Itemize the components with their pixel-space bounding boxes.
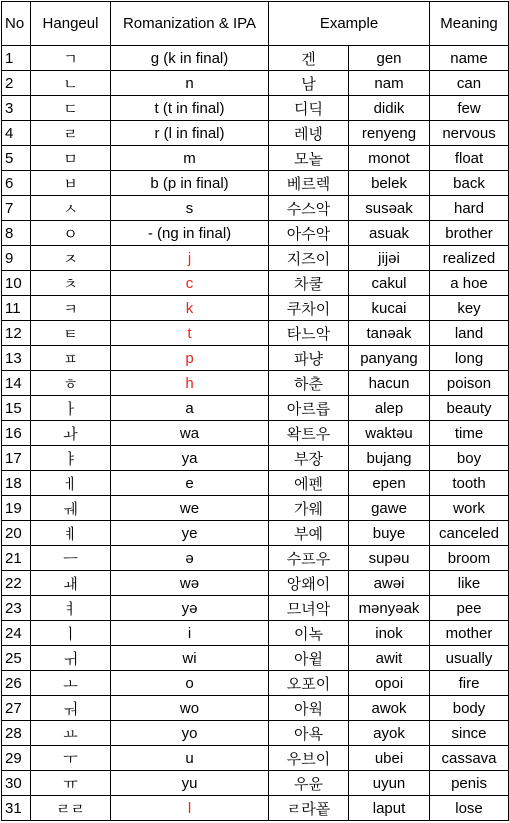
example-romanized-cell: kucai [349, 296, 430, 321]
hangeul-cell: ㅝ [31, 696, 111, 721]
hangeul-cell: ㅅ [31, 196, 111, 221]
example-korean-cell: 앙왜이 [269, 571, 349, 596]
hangeul-cell: ㅈ [31, 246, 111, 271]
hangeul-cell: ㄷ [31, 96, 111, 121]
romanization-cell: s [111, 196, 269, 221]
header-no: No [2, 2, 31, 46]
romanization-cell: g (k in final) [111, 46, 269, 71]
example-korean-cell: 수프우 [269, 546, 349, 571]
hangeul-cell: ㅙ [31, 571, 111, 596]
table-row [2, 771, 509, 796]
example-korean-cell: 겐 [269, 46, 349, 71]
hangeul-cell: ㅡ [31, 546, 111, 571]
example-korean-cell: 지즈이 [269, 246, 349, 271]
example-romanized-cell: mənyəak [349, 596, 430, 621]
table-row [2, 521, 509, 546]
meaning-cell: land [430, 321, 509, 346]
example-romanized-cell: laput [349, 796, 430, 821]
example-romanized-cell: cakul [349, 271, 430, 296]
hangeul-cell: ㅖ [31, 521, 111, 546]
example-romanized-cell: buye [349, 521, 430, 546]
row-number: 21 [2, 546, 31, 571]
hangeul-cell: ㅂ [31, 171, 111, 196]
table-row [2, 671, 509, 696]
row-number: 25 [2, 646, 31, 671]
meaning-cell: name [430, 46, 509, 71]
row-number: 1 [2, 46, 31, 71]
example-korean-cell: 부장 [269, 446, 349, 471]
example-romanized-cell: susəak [349, 196, 430, 221]
row-number: 12 [2, 321, 31, 346]
meaning-cell: long [430, 346, 509, 371]
example-romanized-cell: hacun [349, 371, 430, 396]
hangeul-cell: ㅟ [31, 646, 111, 671]
hangeul-cell: ㅞ [31, 496, 111, 521]
romanization-cell: o [111, 671, 269, 696]
table-row [2, 746, 509, 771]
row-number: 8 [2, 221, 31, 246]
table-row [2, 471, 509, 496]
example-romanized-cell: monot [349, 146, 430, 171]
row-number: 28 [2, 721, 31, 746]
table-row [2, 546, 509, 571]
table-row [2, 296, 509, 321]
romanization-cell: l [111, 796, 269, 821]
meaning-cell: realized [430, 246, 509, 271]
row-number: 23 [2, 596, 31, 621]
hangeul-cell: ㄹ [31, 121, 111, 146]
row-number: 30 [2, 771, 31, 796]
meaning-cell: cassava [430, 746, 509, 771]
meaning-cell: boy [430, 446, 509, 471]
hangeul-cell: ㅊ [31, 271, 111, 296]
example-romanized-cell: panyang [349, 346, 430, 371]
row-number: 15 [2, 396, 31, 421]
header-hangeul: Hangeul [31, 2, 111, 46]
row-number: 18 [2, 471, 31, 496]
example-korean-cell: 우브이 [269, 746, 349, 771]
row-number: 9 [2, 246, 31, 271]
example-romanized-cell: ubei [349, 746, 430, 771]
hangeul-cell: ㅑ [31, 446, 111, 471]
example-korean-cell: 아수악 [269, 221, 349, 246]
example-korean-cell: 베르렉 [269, 171, 349, 196]
table-row [2, 646, 509, 671]
meaning-cell: since [430, 721, 509, 746]
romanization-cell: b (p in final) [111, 171, 269, 196]
row-number: 29 [2, 746, 31, 771]
row-number: 17 [2, 446, 31, 471]
example-romanized-cell: gawe [349, 496, 430, 521]
hangeul-cell: ㅕ [31, 596, 111, 621]
row-number: 13 [2, 346, 31, 371]
hangeul-table [1, 1, 509, 821]
example-korean-cell: 아욕 [269, 721, 349, 746]
example-romanized-cell: gen [349, 46, 430, 71]
row-number: 10 [2, 271, 31, 296]
hangeul-cell: ㄴ [31, 71, 111, 96]
meaning-cell: brother [430, 221, 509, 246]
example-korean-cell: 타느악 [269, 321, 349, 346]
example-romanized-cell: epen [349, 471, 430, 496]
romanization-cell: r (l in final) [111, 121, 269, 146]
meaning-cell: lose [430, 796, 509, 821]
hangeul-cell: ㅍ [31, 346, 111, 371]
header-row [2, 2, 509, 46]
row-number: 20 [2, 521, 31, 546]
table-row [2, 146, 509, 171]
table-row [2, 96, 509, 121]
row-number: 2 [2, 71, 31, 96]
romanization-cell: - (ng in final) [111, 221, 269, 246]
example-romanized-cell: renyeng [349, 121, 430, 146]
meaning-cell: like [430, 571, 509, 596]
table-row [2, 696, 509, 721]
romanization-cell: yu [111, 771, 269, 796]
example-romanized-cell: asuak [349, 221, 430, 246]
table-row [2, 46, 509, 71]
romanization-cell: u [111, 746, 269, 771]
example-romanized-cell: jijəi [349, 246, 430, 271]
meaning-cell: key [430, 296, 509, 321]
row-number: 31 [2, 796, 31, 821]
hangeul-cell: ㅠ [31, 771, 111, 796]
row-number: 27 [2, 696, 31, 721]
hangeul-cell: ㅘ [31, 421, 111, 446]
romanization-cell: wi [111, 646, 269, 671]
hangeul-cell: ㅁ [31, 146, 111, 171]
row-number: 22 [2, 571, 31, 596]
row-number: 11 [2, 296, 31, 321]
row-number: 6 [2, 171, 31, 196]
example-korean-cell: 우윤 [269, 771, 349, 796]
example-korean-cell: 파냥 [269, 346, 349, 371]
example-korean-cell: 아윝 [269, 646, 349, 671]
table-row [2, 221, 509, 246]
example-romanized-cell: waktəu [349, 421, 430, 446]
meaning-cell: poison [430, 371, 509, 396]
table-row [2, 271, 509, 296]
romanization-cell: j [111, 246, 269, 271]
hangeul-cell: ㅋ [31, 296, 111, 321]
example-romanized-cell: bujang [349, 446, 430, 471]
example-korean-cell: ㄹ라퐅 [269, 796, 349, 821]
romanization-cell: yə [111, 596, 269, 621]
meaning-cell: pee [430, 596, 509, 621]
table-row [2, 571, 509, 596]
romanization-cell: p [111, 346, 269, 371]
example-korean-cell: 레넹 [269, 121, 349, 146]
table-body [2, 46, 509, 821]
example-romanized-cell: didik [349, 96, 430, 121]
row-number: 16 [2, 421, 31, 446]
romanization-cell: we [111, 496, 269, 521]
hangeul-cell: ㅏ [31, 396, 111, 421]
table-row [2, 721, 509, 746]
hangeul-cell: ㅜ [31, 746, 111, 771]
example-korean-cell: 오포이 [269, 671, 349, 696]
row-number: 7 [2, 196, 31, 221]
meaning-cell: mother [430, 621, 509, 646]
example-korean-cell: 아웍 [269, 696, 349, 721]
table-row [2, 621, 509, 646]
meaning-cell: nervous [430, 121, 509, 146]
table-row [2, 796, 509, 821]
romanization-cell: ye [111, 521, 269, 546]
example-korean-cell: 수스악 [269, 196, 349, 221]
header-meaning: Meaning [430, 2, 509, 46]
table-row [2, 321, 509, 346]
romanization-cell: m [111, 146, 269, 171]
hangeul-cell: ㄹㄹ [31, 796, 111, 821]
hangeul-cell: ㅎ [31, 371, 111, 396]
example-korean-cell: 디딕 [269, 96, 349, 121]
romanization-cell: k [111, 296, 269, 321]
example-romanized-cell: tanəak [349, 321, 430, 346]
meaning-cell: work [430, 496, 509, 521]
romanization-cell: i [111, 621, 269, 646]
row-number: 5 [2, 146, 31, 171]
romanization-cell: wa [111, 421, 269, 446]
example-korean-cell: 차쿨 [269, 271, 349, 296]
meaning-cell: tooth [430, 471, 509, 496]
table-row [2, 196, 509, 221]
table-row [2, 446, 509, 471]
table-row [2, 421, 509, 446]
meaning-cell: canceled [430, 521, 509, 546]
example-korean-cell: 아르릅 [269, 396, 349, 421]
romanization-cell: t (t in final) [111, 96, 269, 121]
romanization-cell: t [111, 321, 269, 346]
header-example: Example [269, 2, 430, 46]
meaning-cell: can [430, 71, 509, 96]
example-korean-cell: 부예 [269, 521, 349, 546]
hangeul-cell: ㅗ [31, 671, 111, 696]
table-row [2, 171, 509, 196]
hangeul-cell: ㅛ [31, 721, 111, 746]
example-korean-cell: 왁트우 [269, 421, 349, 446]
meaning-cell: usually [430, 646, 509, 671]
example-korean-cell: 쿠차이 [269, 296, 349, 321]
table-row [2, 246, 509, 271]
example-romanized-cell: awok [349, 696, 430, 721]
example-korean-cell: 이녹 [269, 621, 349, 646]
table-row [2, 71, 509, 96]
table-row [2, 346, 509, 371]
example-korean-cell: 남 [269, 71, 349, 96]
example-romanized-cell: supəu [349, 546, 430, 571]
romanization-cell: n [111, 71, 269, 96]
meaning-cell: back [430, 171, 509, 196]
example-romanized-cell: inok [349, 621, 430, 646]
row-number: 24 [2, 621, 31, 646]
meaning-cell: fire [430, 671, 509, 696]
hangeul-cell: ㅔ [31, 471, 111, 496]
romanization-cell: wo [111, 696, 269, 721]
meaning-cell: body [430, 696, 509, 721]
meaning-cell: time [430, 421, 509, 446]
romanization-cell: ya [111, 446, 269, 471]
example-romanized-cell: awəi [349, 571, 430, 596]
table-row [2, 121, 509, 146]
row-number: 4 [2, 121, 31, 146]
meaning-cell: a hoe [430, 271, 509, 296]
meaning-cell: beauty [430, 396, 509, 421]
table-row [2, 596, 509, 621]
meaning-cell: hard [430, 196, 509, 221]
table-row [2, 371, 509, 396]
meaning-cell: few [430, 96, 509, 121]
example-korean-cell: 모놑 [269, 146, 349, 171]
romanization-cell: c [111, 271, 269, 296]
hangeul-cell: ㅌ [31, 321, 111, 346]
hangeul-cell: ㄱ [31, 46, 111, 71]
example-korean-cell: 에펜 [269, 471, 349, 496]
example-romanized-cell: nam [349, 71, 430, 96]
example-romanized-cell: alep [349, 396, 430, 421]
example-romanized-cell: uyun [349, 771, 430, 796]
romanization-cell: ə [111, 546, 269, 571]
example-korean-cell: 므녀악 [269, 596, 349, 621]
hangeul-cell: ㅣ [31, 621, 111, 646]
hangeul-cell: ㅇ [31, 221, 111, 246]
romanization-cell: e [111, 471, 269, 496]
row-number: 19 [2, 496, 31, 521]
example-korean-cell: 가웨 [269, 496, 349, 521]
meaning-cell: penis [430, 771, 509, 796]
meaning-cell: float [430, 146, 509, 171]
romanization-cell: a [111, 396, 269, 421]
example-romanized-cell: opoi [349, 671, 430, 696]
example-korean-cell: 하춘 [269, 371, 349, 396]
header-romanization: Romanization & IPA [111, 2, 269, 46]
romanization-cell: wə [111, 571, 269, 596]
romanization-cell: yo [111, 721, 269, 746]
table-row [2, 396, 509, 421]
example-romanized-cell: ayok [349, 721, 430, 746]
example-romanized-cell: awit [349, 646, 430, 671]
meaning-cell: broom [430, 546, 509, 571]
example-romanized-cell: belek [349, 171, 430, 196]
table-row [2, 496, 509, 521]
romanization-cell: h [111, 371, 269, 396]
row-number: 3 [2, 96, 31, 121]
row-number: 14 [2, 371, 31, 396]
row-number: 26 [2, 671, 31, 696]
